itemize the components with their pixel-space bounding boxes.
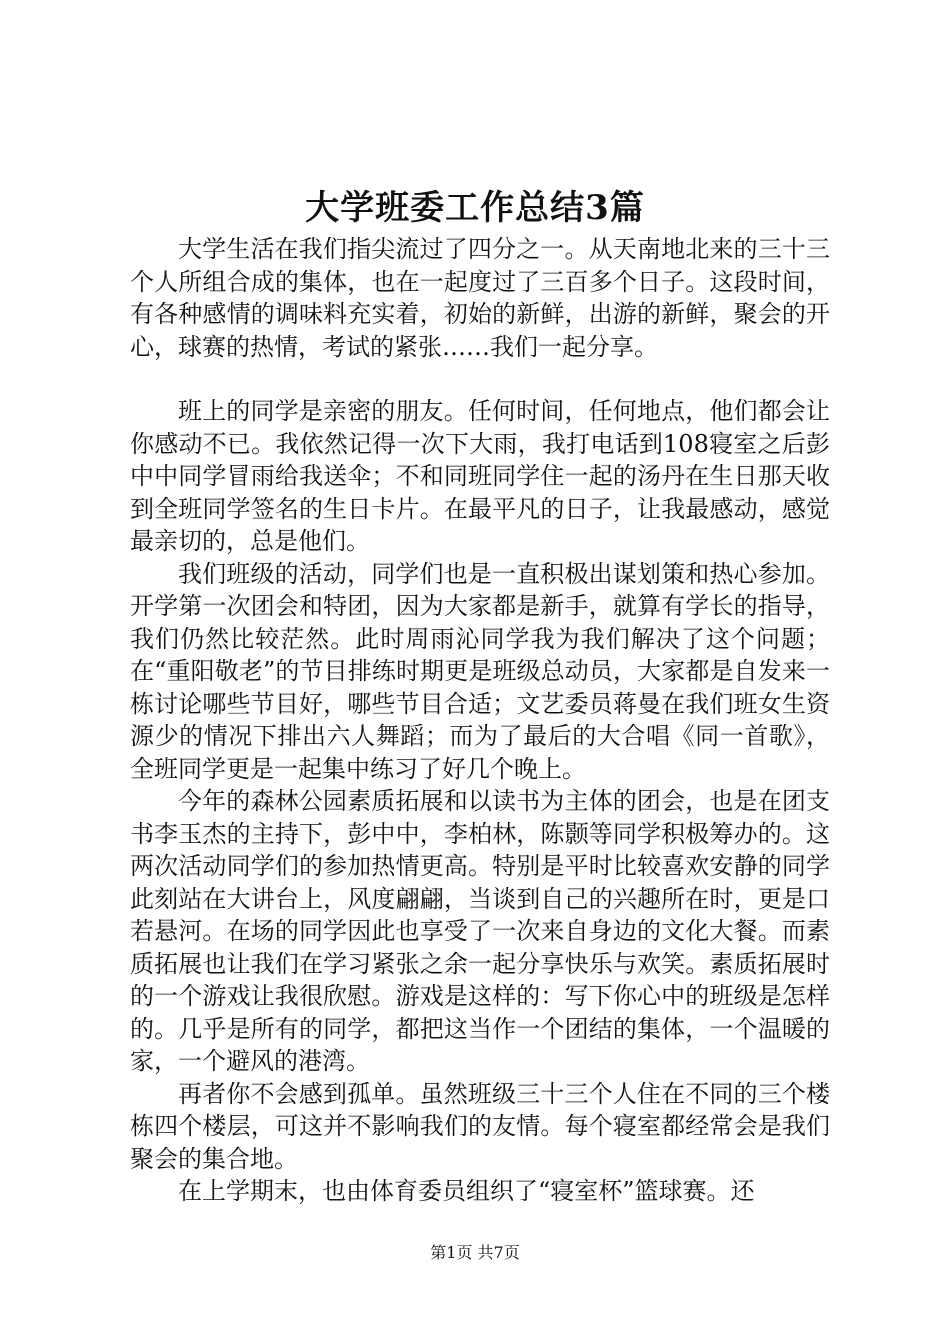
- paragraph-6: 在上学期末，也由体育委员组织了“寝室杯”篮球赛。还: [178, 1177, 755, 1205]
- paragraph-5: 再者你不会感到孤单。虽然班级三十三个人住在不同的三个楼栋四个楼层，可这并不影响我们的友情。每个寝室都经常会是我们聚会的集合地。: [130, 1079, 830, 1173]
- document-body: [130, 233, 830, 1208]
- document-title: 大学班委工作总结3篇: [305, 188, 645, 228]
- page-number-footer: 第1页 共7页: [430, 1243, 520, 1262]
- paragraph-4: 今年的森林公园素质拓展和以读书为主体的团会，也是在团支书李玉杰的主持下，彭中中，李柏林，陈颢等同学积极筹办的。这两次活动同学们的参加热情更高。特别是平时比较喜欢安静的同学此刻站在大讲台上，风度翩翩，当谈到自己的兴趣所在时，更是口若悬河。在场的同学因此也享受了一次来自身边的文化大餐。而素质拓展也让我们在学习紧张之余一起分享快乐与欢笑。素质拓展时的一个游戏让我很欣慰。游戏是这样的：写下你心中的班级是怎样的。几乎是所有的同学，都把这当作一个团结的集体，一个温暖的家，一个避风的港湾。: [130, 787, 830, 1075]
- paragraph-1: 大学生活在我们指尖流过了四分之一。从天南地北来的三十三个人所组合成的集体，也在一起度过了三百多个日子。这段时间，有各种感情的调味料充实着，初始的新鲜，出游的新鲜，聚会的开心，球赛的热情，考试的紧张……我们一起分享。: [130, 235, 830, 361]
- paragraph-2: 班上的同学是亲密的朋友。任何时间，任何地点，他们都会让你感动不已。我依然记得一次下大雨，我打电话到108寝室之后彭中中同学冒雨给我送伞；不和同班同学住一起的汤丹在生日那天收到全班同学签名的生日卡片。在最平凡的日子，让我最感动，感觉最亲切的，总是他们。: [130, 397, 830, 555]
- paragraph-3: 我们班级的活动，同学们也是一直积极出谋划策和热心参加。开学第一次团会和特团，因为大家都是新手，就算有学长的指导，我们仍然比较茫然。此时周雨沁同学我为我们解决了这个问题；在“重阳敬老”的节目排练时期更是班级总动员，大家都是自发来一栋讨论哪些节目好，哪些节目合适；文艺委员蒋曼在我们班女生资源少的情况下排出六人舞蹈；而为了最后的大合唱《同一首歌》，全班同学更是一起集中练习了好几个晚上。: [130, 559, 830, 783]
